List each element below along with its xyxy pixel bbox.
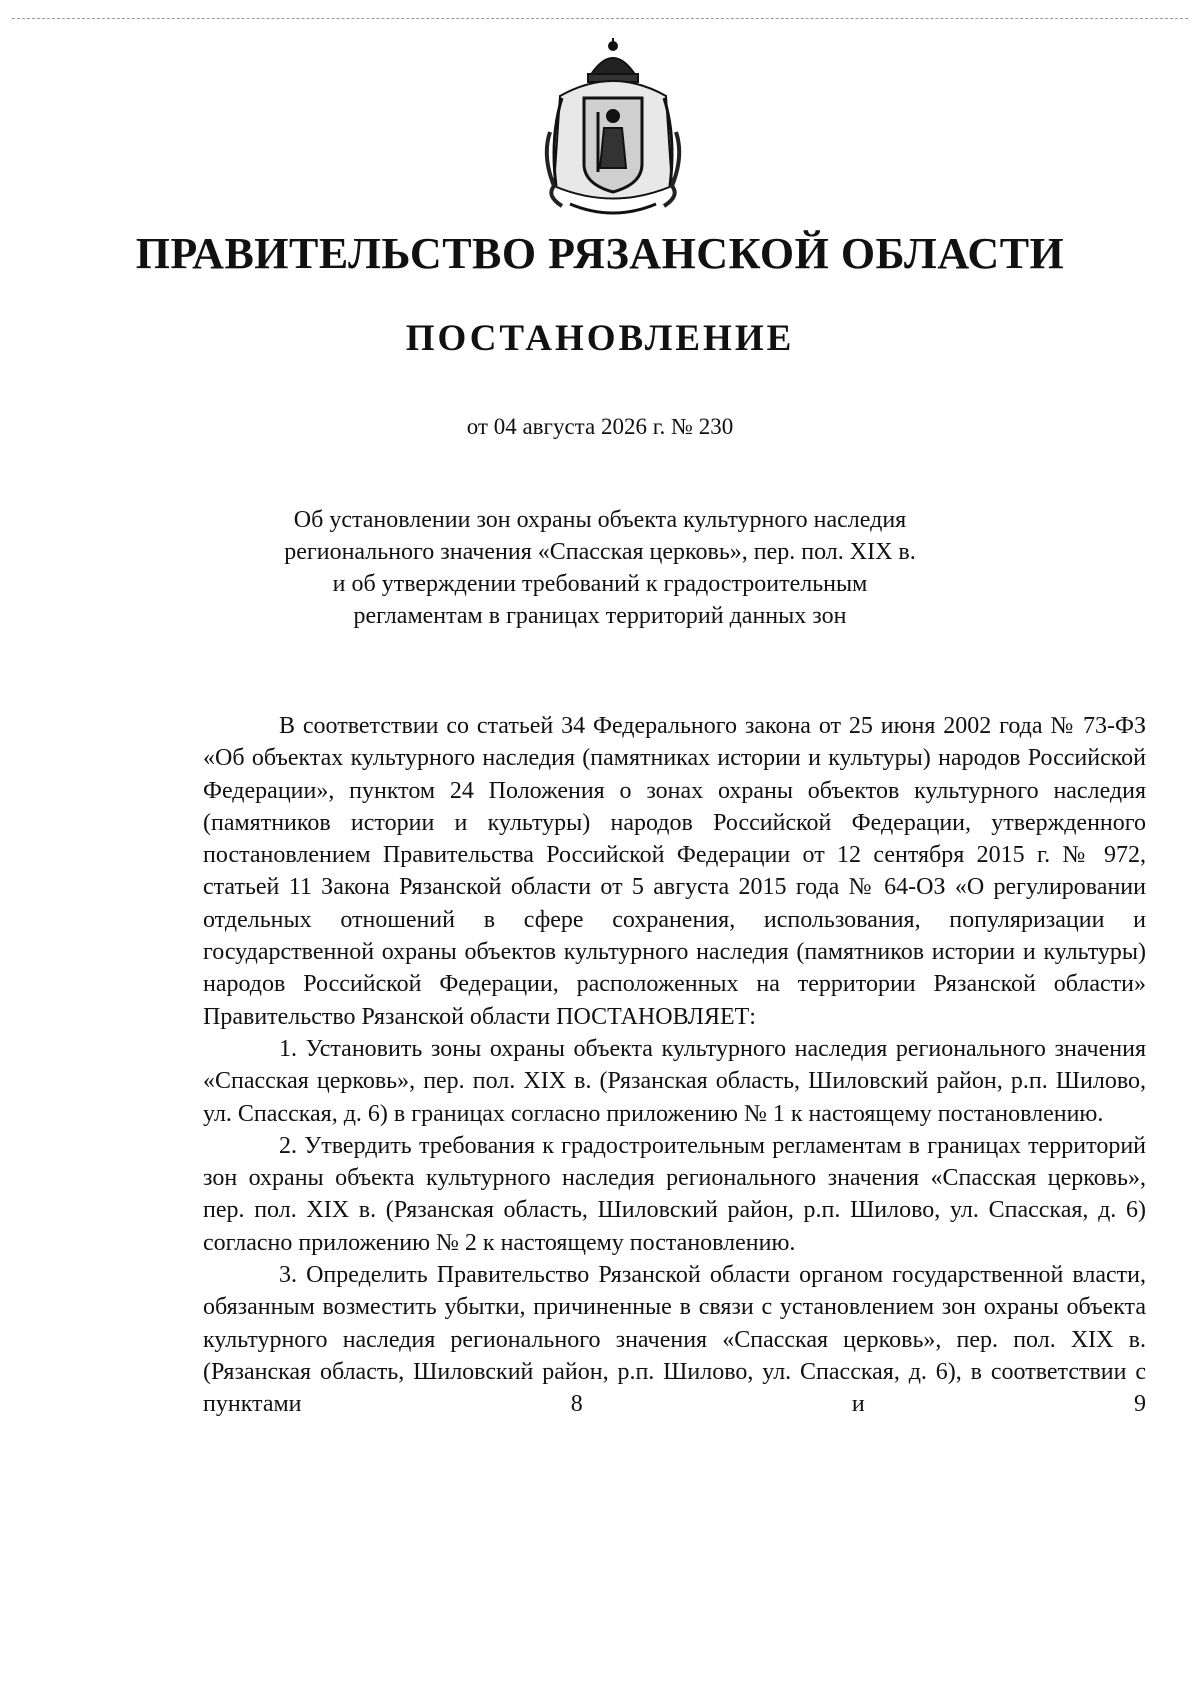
subject-line: регламентам в границах территорий данных зон (353, 603, 847, 629)
subject-line: регионального значения «Спасская церковь», пер. пол. XIX в. (284, 539, 916, 565)
body-paragraph-item-2: 2. Утвердить требования к градостроительным регламентам в границах территорий зон охраны объекта культурного наследия регионального значения «Спасская церковь», пер. пол. XIX в. (Рязанская область, Шиловский район, р.п. Шилово, ул. Спасская, д. 6) согласно приложению № 2 к настоящему постановлению. (203, 1132, 1146, 1256)
document-date-number: от 04 августа 2026 г. № 230 (466, 414, 734, 439)
document-subject (0, 504, 1200, 632)
document-body (203, 710, 1146, 1421)
ryazan-coat-of-arms-icon (540, 36, 686, 224)
body-paragraph-item-3: 3. Определить Правительство Рязанской области органом государственной власти, обязанным возместить убытки, причиненные в связи с установлением зон охраны объекта культурного наследия регионального значения «Спасская церковь», пер. пол. XIX в. (Рязанская область, Шиловский район, р.п. Шилово, ул. Спасская, д. 6), в соответствии с пунктами 8 и 9 (203, 1262, 1146, 1418)
government-title: ПРАВИТЕЛЬСТВО РЯЗАНСКОЙ ОБЛАСТИ (135, 229, 1065, 278)
scan-edge-line (12, 18, 1188, 19)
document-type-title: ПОСТАНОВЛЕНИЕ (405, 318, 795, 359)
body-paragraph-preamble: В соответствии со статьей 34 Федерального закона от 25 июня 2002 года № 73-ФЗ «Об объектах культурного наследия (памятниках истории и культуры) народов Российской Федерации», пунктом 24 Положения о зонах охраны объектов культурного наследия (памятников истории и культуры) народов Российской Федерации, утвержденного постановлением Правительства Российской Федерации от 12 сентября 2015 г. № 972, статьей 11 Закона Рязанской области от 5 августа 2015 года № 64-ОЗ «О регулировании отдельных отношений в сфере сохранения, использования, популяризации и государственной охраны объектов культурного наследия (памятников истории и культуры) народов Российской Федерации, расположенных на территории Рязанской области» Правительство Рязанской области ПОСТАНОВЛЯЕТ: (203, 713, 1146, 1030)
subject-line: и об утверждении требований к градостроительным (332, 571, 868, 597)
subject-line: Об установлении зон охраны объекта культурного наследия (293, 507, 907, 533)
body-paragraph-item-1: 1. Установить зоны охраны объекта культурного наследия регионального значения «Спасская церковь», пер. пол. XIX в. (Рязанская область, Шиловский район, р.п. Шилово, ул. Спасская, д. 6) в границах согласно приложению № 1 к настоящему постановлению. (203, 1035, 1146, 1127)
